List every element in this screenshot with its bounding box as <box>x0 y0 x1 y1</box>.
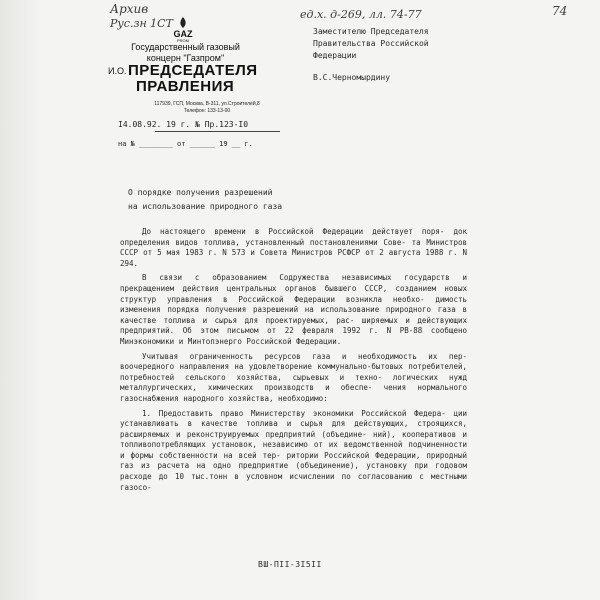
position-title-line-2: ПРАВЛЕНИЯ <box>136 78 235 95</box>
handwritten-page-number: 74 <box>552 4 568 18</box>
organization-line-2: концерн "Газпром" <box>146 53 225 63</box>
telephone-line: Телефон: 133-13-00 <box>183 108 231 114</box>
addressee-name: В.С.Черномырдину <box>313 73 391 82</box>
letterhead-organization <box>108 42 263 64</box>
addressee-line-3: Федерации <box>313 51 357 60</box>
subject-line-1: О порядке получения разрешений <box>128 188 273 197</box>
page-binding-shadow <box>0 0 42 600</box>
subject-line-2: на использование природного газа <box>128 202 283 211</box>
addressee-line-2: Правительства Российской <box>313 39 429 48</box>
svg-text:PROM: PROM <box>177 38 189 42</box>
organization-line-1: Государственный газовый <box>131 42 240 52</box>
addressee-line-1: Заместителю Председателя <box>313 27 429 36</box>
acting-prefix: И.О. <box>108 66 127 76</box>
handwritten-archive-code: Рус.зн 1СТ <box>110 17 173 30</box>
position-title-line-1: ПРЕДСЕДАТЕЛЯ <box>128 62 258 79</box>
outgoing-date-number: I4.08.92. 19 г. № Пр.123-I0 <box>118 120 249 129</box>
letter-subject <box>128 186 388 214</box>
body-item-1: 1. Предоставить право Министерству экономики Российской Федера- ции устанавливать в качестве топлива и сырья для действующих, строящихся, расширяемых и реконструируемых предприятий (объедине- ний), кооперативов и топливопотребляющих установок, независимо от их ведомственной подчиненности и формы собственности на всей тер- ритории Российской Федерации, природный газ из расчета на одно предприятие (объединение), установку при годовом расходе до 10 тыс.тонн в условном исчислении по согласованию с местными газосо- <box>120 408 467 492</box>
incoming-reference: на № ________ от ______ 19 __ г. <box>118 140 253 148</box>
letterhead-address <box>122 101 292 115</box>
handwritten-archive-note: Архив <box>110 2 149 16</box>
address-line: 117939, ГСП, Москва, В-311, ул.Строителей,8 <box>154 101 260 107</box>
svg-text:GAZ: GAZ <box>173 29 193 39</box>
body-paragraph-1: До настоящего времени в Российской Федерации действует поря- док определения видов топлива, установленный постановлениями Сове- та Министров СССР от 5 мая 1983 г. N 573 и Совета Министров РСФСР от 2 августа 1988 г. N 294. <box>120 227 467 268</box>
handwritten-archive-reference: ед.х. д-269, лл. 74-77 <box>300 8 422 21</box>
body-paragraph-2: В связи с образованием Содружества независимых государств и прекращением действия центральных органов бывшего СССР, созданием новых структур управления в Российской Федерации возникла необхо- димость изменения порядка получения разрешений на использование природного газа в качестве топлива и сырья для проектируемых, рас- ширяемых и действующих предприятий. Об этом письмом от 22 февраля 1992 г. N РВ-88 сообщено Минэкономики и Минтопэнерго Российской Федерации. <box>120 273 467 346</box>
body-paragraph-3: Учитывая ограниченность ресурсов газа и необходимость их пер- воочередного направления на удовлетворение коммунально-бытовых потребителей, потребностей сельского хозяйства, сырьевых и техно- логических нужд металлургических, химических производств и обеспе- чения нормального газоснабжения народного хозяйства, необходимо: <box>120 351 467 403</box>
addressee-block <box>313 26 503 84</box>
letter-body <box>120 227 467 497</box>
gazprom-logo-icon <box>168 16 198 42</box>
date-underline <box>155 131 280 132</box>
document-code: ВШ-ПII-3I5II <box>258 560 322 569</box>
